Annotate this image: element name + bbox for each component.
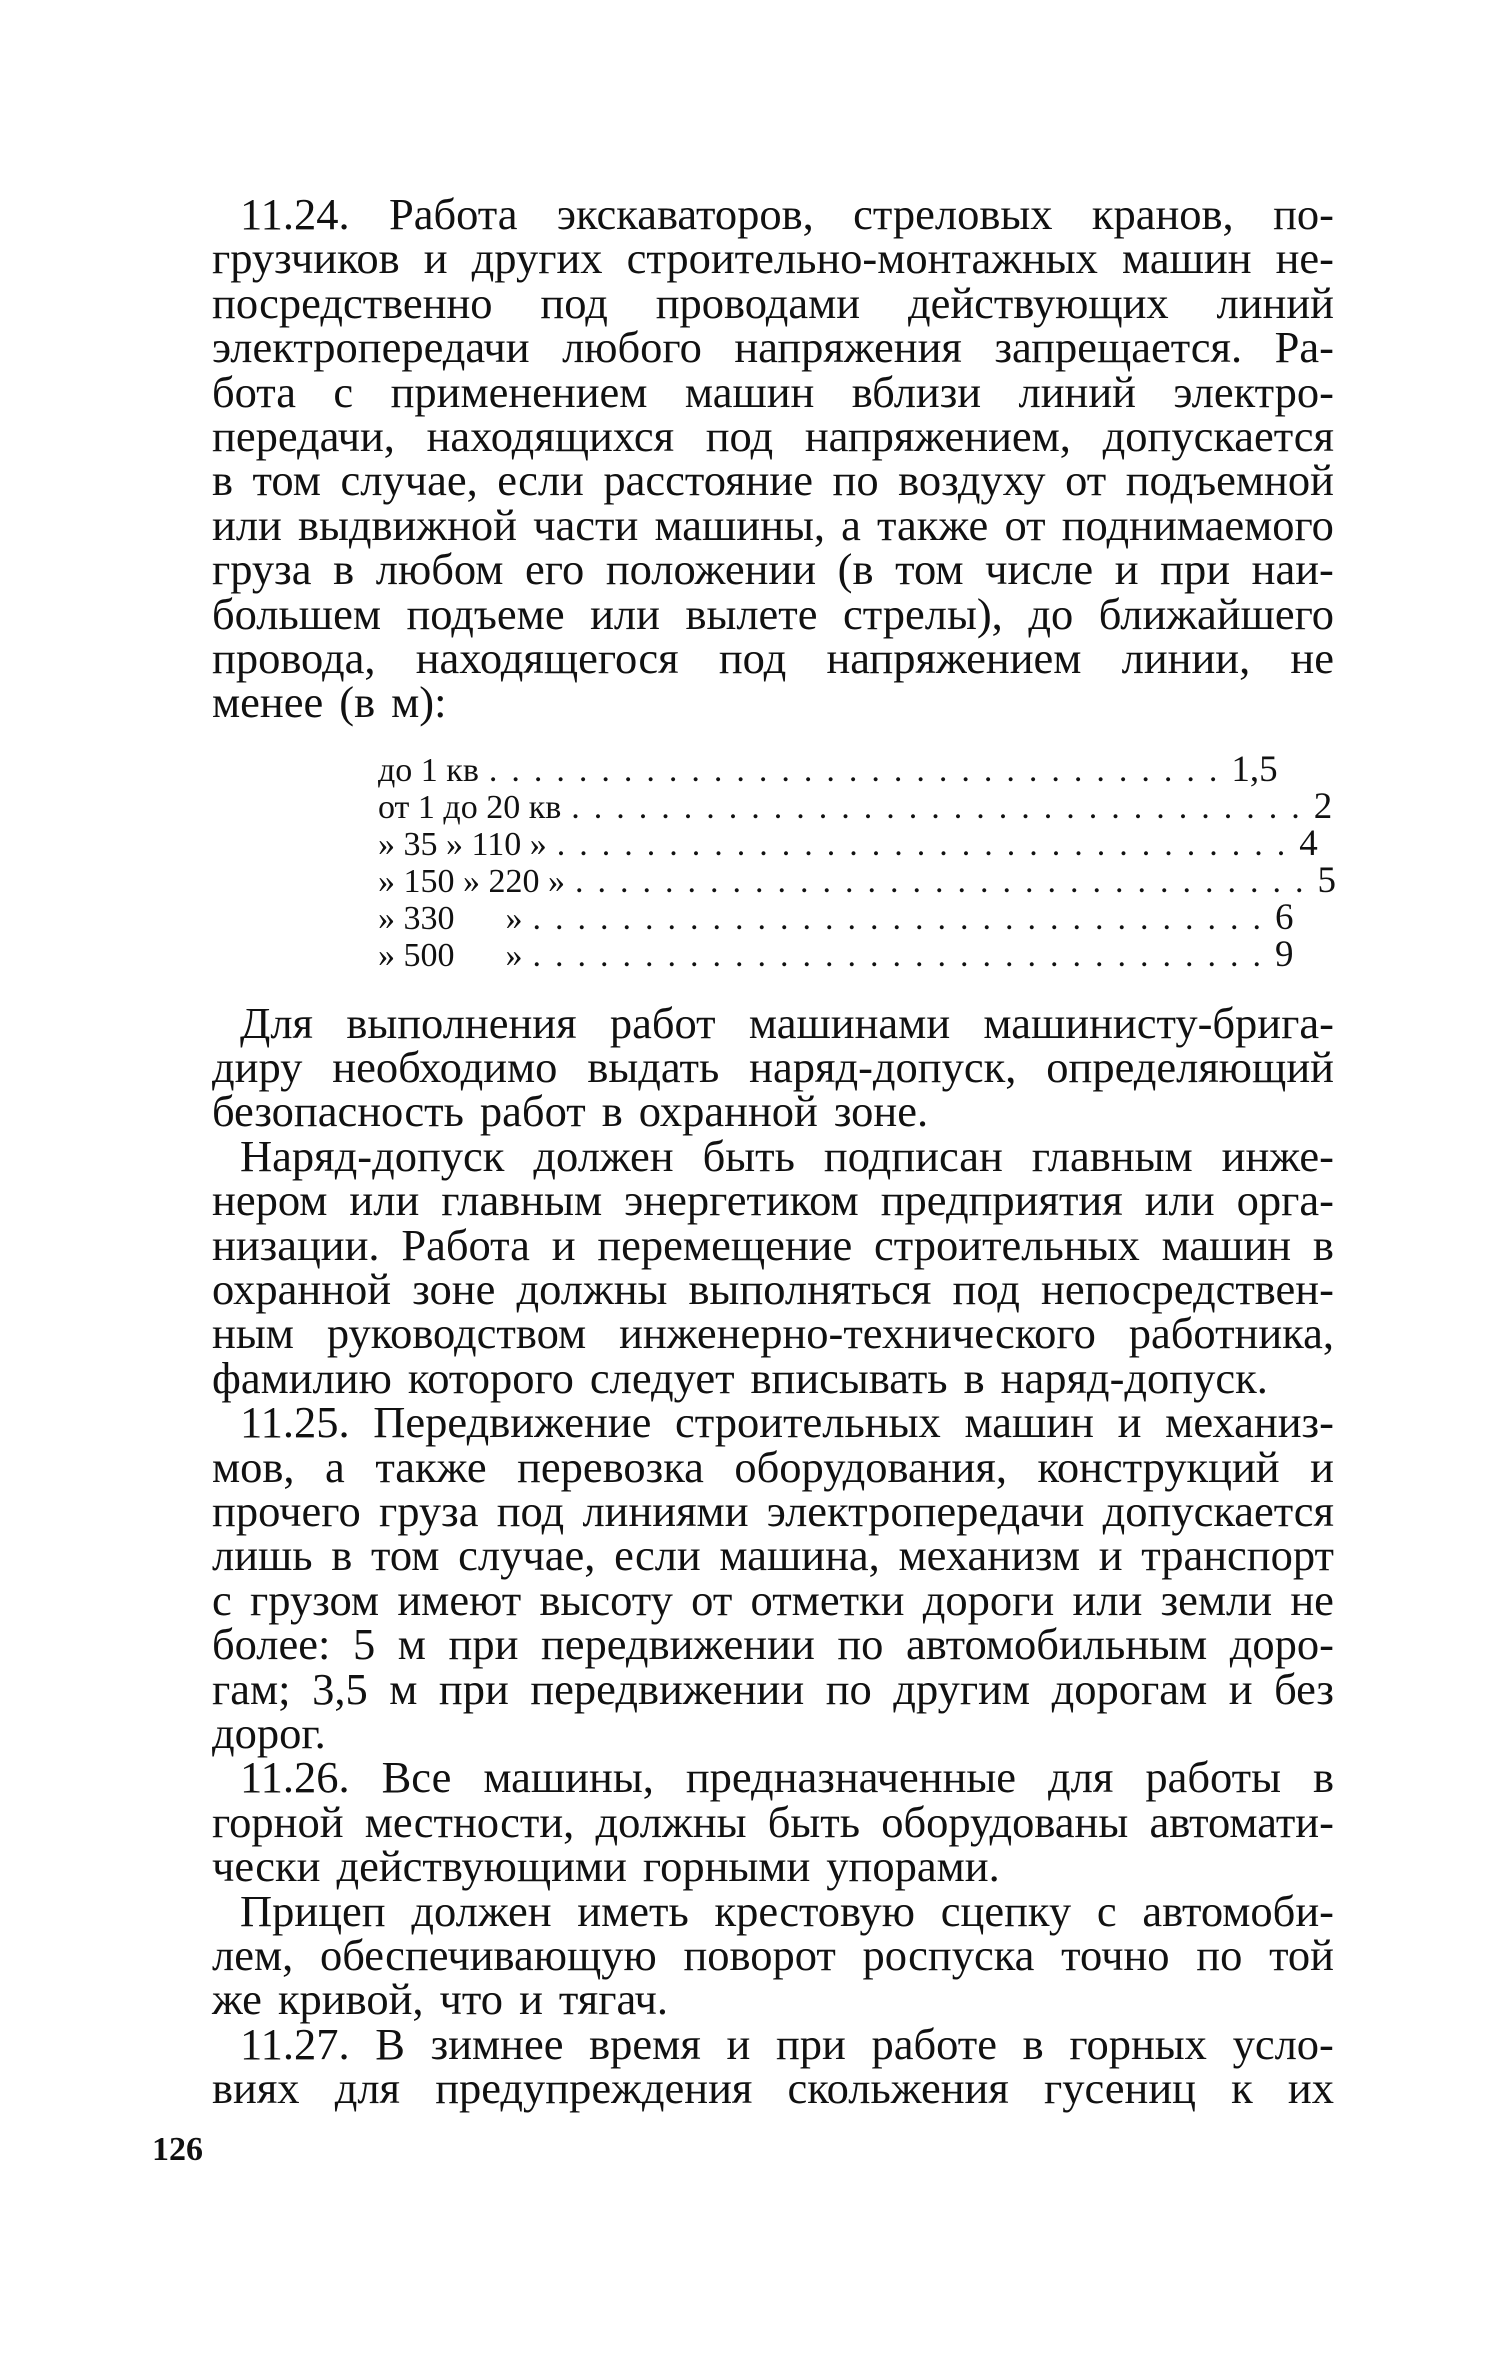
- limit-value: 5: [1317, 859, 1336, 901]
- text-line: Прицеп должен иметь крестовую сцепку с автомоби-: [240, 1885, 1334, 1936]
- text-line: гам; 3,5 м при передвижении по другим дорогам и без: [212, 1663, 1334, 1714]
- limit-row: [378, 822, 1318, 864]
- leader-dots: .................................: [571, 788, 1314, 826]
- paragraph-11-25: [212, 1397, 1334, 1758]
- text-line: менее (в м):: [212, 677, 447, 728]
- text-line: ным руководством инженерно-технического работника,: [212, 1308, 1334, 1359]
- limit-label: от 1 до 20 кв: [378, 788, 562, 826]
- limit-row: [378, 933, 1294, 975]
- limit-value: 4: [1299, 822, 1318, 864]
- text-line: бота с применением машин вблизи линий электро-: [212, 366, 1334, 417]
- text-line: 11.26. Все машины, предназначенные для работы в: [240, 1752, 1334, 1803]
- text-line: 11.24. Работа экскаваторов, стреловых кранов, по-: [240, 189, 1334, 239]
- text-line: же кривой, что и тягач.: [212, 1974, 668, 2025]
- text-line: мов, а также перевозка оборудования, конструкций и: [212, 1441, 1334, 1492]
- limit-value: 1,5: [1231, 748, 1278, 790]
- page-number: 126: [152, 2131, 203, 2168]
- text-line: груза в любом его положении (в том числе и при наи-: [212, 544, 1334, 595]
- paragraph-work-permit: [212, 997, 1334, 1137]
- paragraph-11-27: [212, 2018, 1334, 2114]
- text-line: более: 5 м при передвижении по автомобильным доро-: [212, 1619, 1334, 1670]
- limit-label: » 150 » 220 »: [378, 862, 565, 900]
- page-body: [212, 189, 1336, 2114]
- leader-dots: .................................: [488, 751, 1232, 789]
- text-line: горной местности, должны быть оборудованы автомати-: [212, 1796, 1334, 1847]
- limit-label: » 35 » 110 »: [378, 825, 547, 863]
- limit-row: [378, 896, 1294, 938]
- limit-value: 9: [1275, 933, 1294, 975]
- limit-label: до 1 кв: [378, 751, 479, 789]
- limit-label: » 500 »: [378, 936, 523, 974]
- text-line: или выдвижной части машины, а также от поднимаемого: [212, 499, 1334, 550]
- limit-row: [378, 785, 1333, 827]
- limit-label: » 330 »: [378, 899, 523, 937]
- leader-dots: .................................: [532, 899, 1275, 937]
- paragraph-11-26: [212, 1752, 1334, 1892]
- limit-row: [378, 859, 1336, 901]
- text-line: с грузом имеют высоту от отметки дороги или земли не: [212, 1574, 1334, 1625]
- clearance-limits-list: [378, 748, 1336, 975]
- text-line: в том случае, если расстояние по воздуху от подъемной: [212, 455, 1334, 506]
- text-line: грузчиков и других строительно-монтажных машин не-: [212, 233, 1334, 284]
- text-line: лем, обеспечивающую поворот роспуска точно по той: [212, 1929, 1334, 1980]
- text-line: Для выполнения работ машинами машинисту-брига-: [240, 997, 1334, 1048]
- text-line: безопасность работ в охранной зоне.: [212, 1086, 929, 1137]
- text-line: электропередачи любого напряжения запрещается. Ра-: [212, 322, 1334, 373]
- leader-dots: .................................: [532, 936, 1275, 974]
- text-line: посредственно под проводами действующих линий: [212, 277, 1334, 328]
- leader-dots: .................................: [575, 862, 1318, 900]
- text-line: 11.25. Передвижение строительных машин и механиз-: [240, 1397, 1334, 1448]
- limit-row: [378, 748, 1278, 790]
- text-line: охранной зоне должны выполняться под непосредствен-: [212, 1264, 1334, 1315]
- paragraph-trailer-coupling: [212, 1885, 1334, 2025]
- text-line: чески действующими горными упорами.: [212, 1841, 1000, 1892]
- text-line: Наряд-допуск должен быть подписан главным инже-: [240, 1130, 1334, 1181]
- text-line: низации. Работа и перемещение строительных машин в: [212, 1219, 1334, 1270]
- paragraph-11-24: [212, 189, 1334, 728]
- text-line: большем подъеме или вылете стрелы), до ближайшего: [212, 588, 1334, 639]
- text-line: фамилию которого следует вписывать в наряд-допуск.: [212, 1352, 1268, 1403]
- limit-value: 6: [1275, 896, 1294, 938]
- text-line: передачи, находящихся под напряжением, допускается: [212, 410, 1334, 461]
- text-line: диру необходимо выдать наряд-допуск, определяющий: [212, 1042, 1334, 1093]
- paragraph-permit-signature: [212, 1130, 1334, 1403]
- text-line: нером или главным энергетиком предприятия или орга-: [212, 1175, 1334, 1226]
- text-line: 11.27. В зимнее время и при работе в горных усло-: [240, 2018, 1334, 2069]
- text-line: виях для предупреждения скольжения гусениц к их: [212, 2063, 1334, 2114]
- limit-value: 2: [1313, 785, 1333, 827]
- text-line: дорог.: [212, 1707, 326, 1758]
- text-line: лишь в том случае, если машина, механизм и транспорт: [212, 1530, 1334, 1581]
- leader-dots: .................................: [556, 825, 1300, 863]
- text-line: провода, находящегося под напряжением линии, не: [212, 632, 1334, 683]
- text-line: прочего груза под линиями электропередачи допускается: [212, 1485, 1334, 1536]
